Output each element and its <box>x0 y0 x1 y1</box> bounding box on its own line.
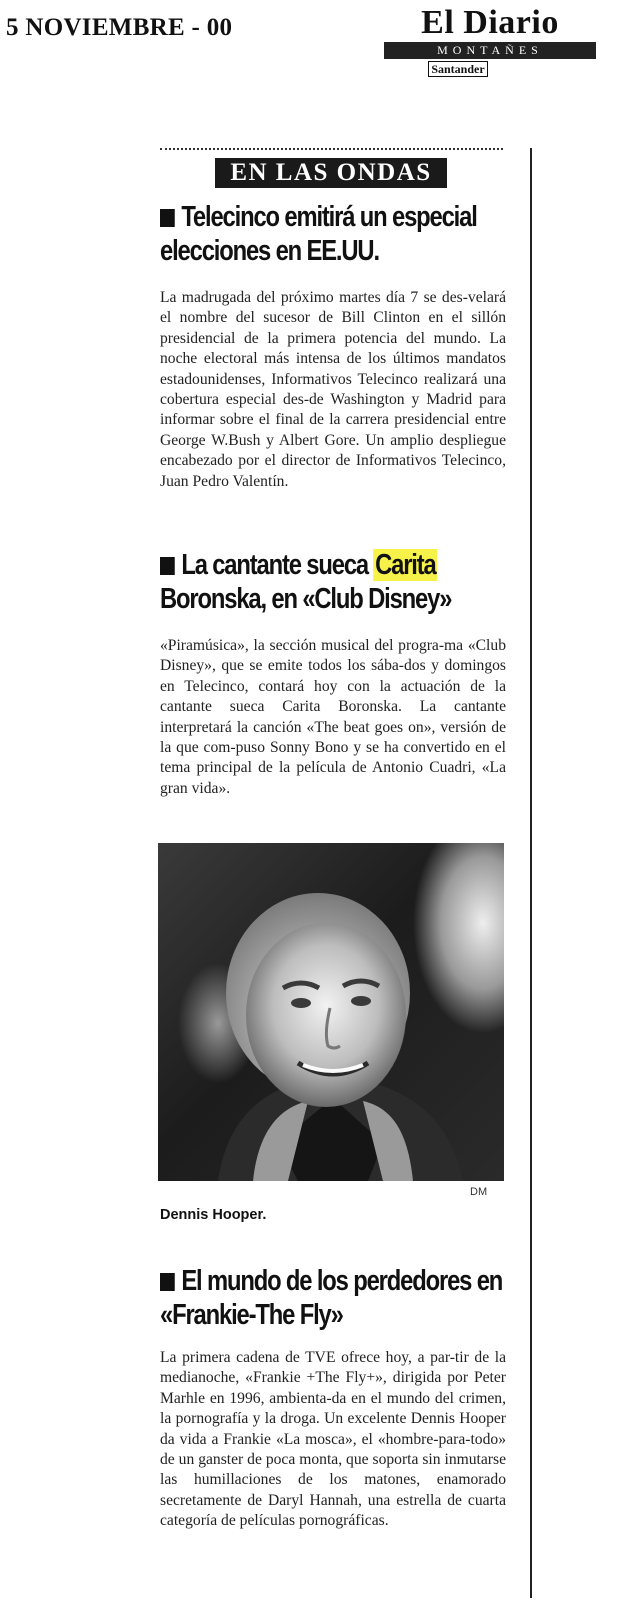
masthead-title: El Diario <box>421 4 559 41</box>
headline-highlight: Carita <box>375 549 436 581</box>
article-body: «Piramúsica», la sección musical del progra-ma «Club Disney», que se emite todos los sába-dos y domingos en Telecinco, contará hoy con la actuación de la cantante sueca Carita Boronska. La cantante interpretará la canción «The beat goes on», versión de la que com-puso Sonny Bono y se ha convertido en el tema principal de la película de Antonio Cuadri, «La gran vida». <box>160 637 506 797</box>
bullet-square-icon <box>160 557 175 575</box>
article-headline <box>160 548 504 616</box>
article-headline <box>160 200 504 268</box>
headline-text: Telecinco emitirá un especial elecciones en EE.UU. <box>160 201 477 267</box>
photo-dennis-hooper <box>158 843 504 1181</box>
bullet-square-icon <box>160 1273 175 1291</box>
article-body: La primera cadena de TVE ofrece hoy, a par-tir de la medianoche, «Frankie +The Fly+», dirigida por Peter Marhle en 1996, ambienta-da en el mundo del crimen, la pornografía y la droga. Un excelente Dennis Hooper da vida a Frankie «La mosca», el «hombre-para-todo» de un ganster de poca monta, que soporta sin inmutarse las humillaciones de los matones, enamorado secretamente de Daryl Hannah, una estrella de cuarta categoría de películas pornográficas. <box>160 1349 506 1530</box>
article-club-disney <box>160 548 506 799</box>
column-rule <box>530 148 532 1598</box>
article-body: La madrugada del próximo martes día 7 se des-velará el nombre del sucesor de Bill Clinton en el sillón presidencial de la primera potencia del mundo. La noche electoral más intensa de los últimos mandatos estadounidenses, Informativos Telecinco realizará una cobertura especial des-de Washington y Madrid para informar sobre el final de la carrera presidencial entre George W.Bush y Albert Gore. Un amplio despliegue encabezado por el director de Informativos Telecinco, Juan Pedro Valentín. <box>160 289 506 490</box>
portrait-photo-icon <box>158 843 504 1181</box>
article-telecinco <box>160 200 506 492</box>
article-frankie-the-fly <box>160 1264 506 1532</box>
page-date: 5 NOVIEMBRE - 00 <box>6 14 233 41</box>
masthead-city: Santander <box>428 61 487 77</box>
section-label: EN LAS ONDAS <box>215 158 447 188</box>
dotted-divider <box>160 148 503 150</box>
photo-caption: Dennis Hooper. <box>160 1207 267 1223</box>
bullet-square-icon <box>160 209 175 227</box>
headline-text-pre: La cantante sueca <box>181 549 374 581</box>
article-headline <box>160 1264 504 1332</box>
photo-credit: DM <box>470 1186 488 1198</box>
headline-text-post: Boronska, en «Club Disney» <box>160 583 452 615</box>
masthead-subtitle: MONTAÑES <box>384 42 596 59</box>
headline-text: El mundo de los perdedores en «Frankie-The Fly» <box>160 1265 503 1331</box>
masthead <box>384 6 596 78</box>
